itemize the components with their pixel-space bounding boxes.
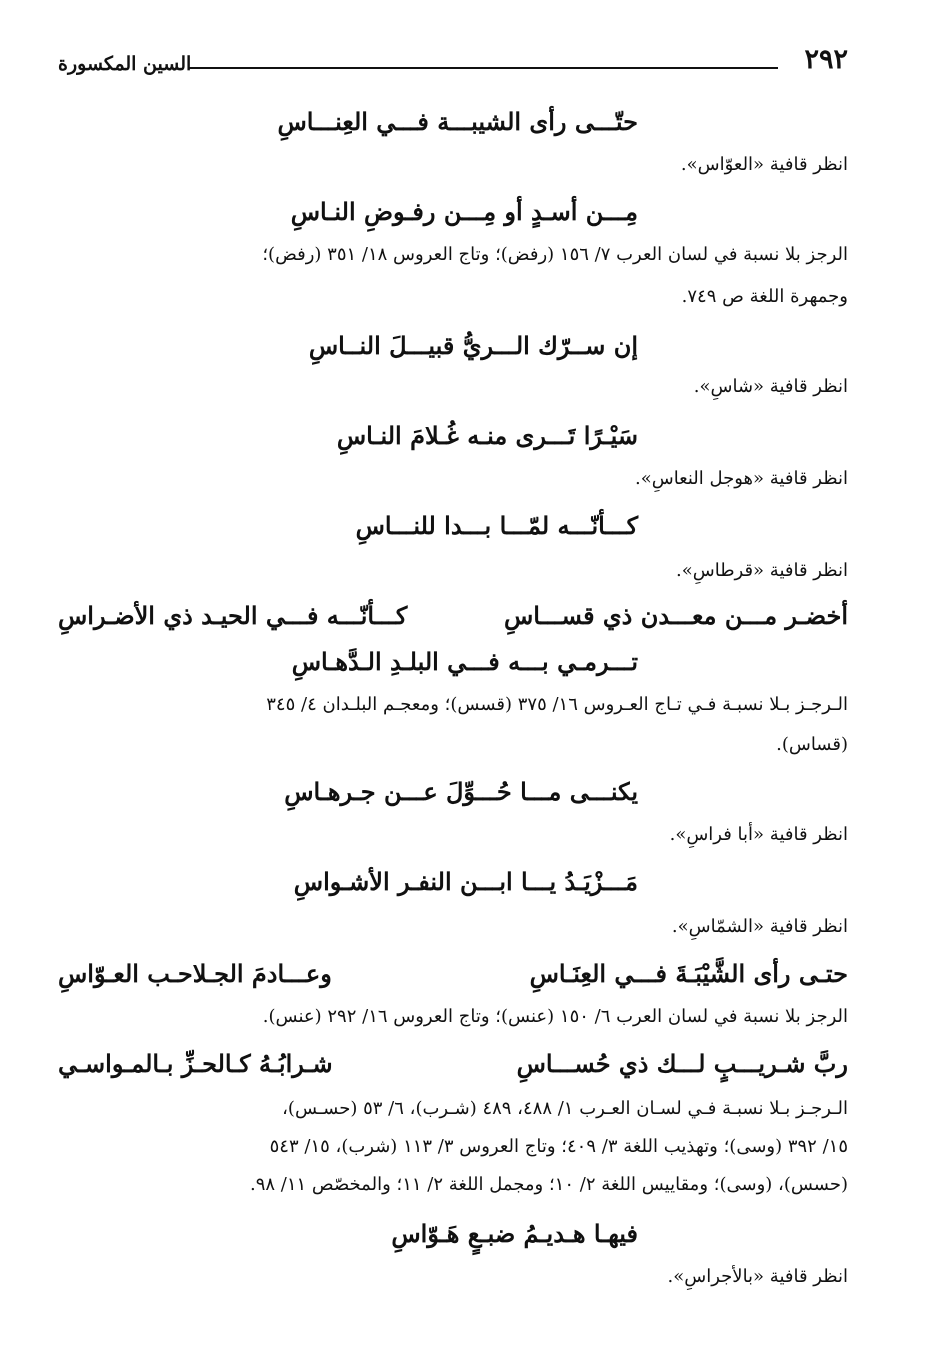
verse-line: مِـــن أسـدٍ أو مِـــن رفـوضِ النـاسِ [290,197,638,226]
citation-line: الرجز بلا نسبة في لسان العرب ٦/ ١٥٠ (عنس)؛ وتاج العروس ١٦/ ٢٩٢ (عنس). [262,1006,848,1027]
citation-line: الرجز بلا نسبة في لسان العرب ٧/ ١٥٦ (رفض)؛ وتاج العروس ١٨/ ٣٥١ (رفض)؛ [262,244,848,265]
verse-line: مَـــزْيَـدُ يـــا ابـــن النفـر الأشـواسِ [293,867,638,896]
verse-line: تـــرمـي بـــه فـــي البلـدِ الـدَّهـاسِ [291,647,638,676]
verse-hemistich-right: ربَّ شـريـــبٍ لـــك ذي حُســـاسِ [516,1049,848,1078]
cross-reference-note: انظر قافية «أبا فراسِ». [669,824,848,845]
page-number: ٢٩٢ [804,44,848,75]
citation-line: ١٥/ ٣٩٢ (وسى)؛ وتهذيب اللغة ٣/ ٤٠٩؛ وتاج العروس ٣/ ١١٣ (شرب)، ١٥/ ٥٤٣ [269,1136,848,1157]
citation-line: الـرجـز بـلا نسبـة فـي تـاج العـروس ١٦/ ٣٧٥ (قسس)؛ ومعجـم البلـدان ٤/ ٣٤٥ [266,694,848,715]
cross-reference-note: انظر قافية «العوّاس». [680,154,848,175]
verse-line: فيهـا هـديـمُ ضبـعٍ هَـوّاسِ [391,1219,638,1248]
citation-line: (حسس)، (وسى)؛ ومقاييس اللغة ٢/ ١٠؛ ومجمل اللغة ٢/ ١١؛ والمخصّص ١١/ ٩٨. [249,1174,848,1195]
verse-line: يكنـــى مـــا حُـــوِّلَ عـــن جـرهـاسِ [284,777,638,806]
citation-line: الـرجـز بـلا نسبـة فـي لسـان العـرب ١/ ٤٨٨، ٤٨٩ (شـرب)، ٦/ ٥٣ (حسـس)، [282,1098,848,1119]
verse-hemistich-right: حتـى رأى الشَّيْبَـةَ فـــي العِنَـاسِ [529,959,848,988]
running-title: السين المكسورة [58,53,192,75]
verse-hemistich-left: شـرابُـهُ كـالحـزِّ بـالمـواسـي [58,1049,333,1078]
verse-hemistich-left: وعـــادمَ الجـلاحـب العـوّاسِ [58,959,332,988]
verse-line: إن ســرّك الـــريُّ قبيـــلَ النــاسِ [308,331,638,360]
header-rule [188,67,778,69]
page-header [58,40,848,80]
cross-reference-note: انظر قافية «قرطاسِ». [676,560,848,581]
verse-line: سَيْـرًا تَـــرى منـه غُـلامَ النـاسِ [336,421,638,450]
book-page [58,40,848,1340]
cross-reference-note: انظر قافية «بالأجراسِ». [667,1266,848,1287]
cross-reference-note: انظر قافية «هوجل النعاسِ». [634,468,848,489]
verse-hemistich-right: أخضـر مـــن معـــدن ذي قســـاسِ [503,601,848,630]
verse-line: حتّـــى رأى الشيبـــة فـــي العِنـــاسِ [277,107,638,136]
citation-line: وجمهرة اللغة ص ٧٤٩. [681,286,848,307]
verse-line: كـــأنّـــه لمّـــا بـــدا للنـــاسِ [355,511,638,540]
citation-line: (قساس). [776,734,848,755]
verse-hemistich-left: كـــأنّـــه فـــي الحيـد ذي الأضـراسِ [58,601,408,630]
cross-reference-note: انظر قافية «الشمّاسِ». [671,916,848,937]
cross-reference-note: انظر قافية «شاسِ». [693,376,848,397]
